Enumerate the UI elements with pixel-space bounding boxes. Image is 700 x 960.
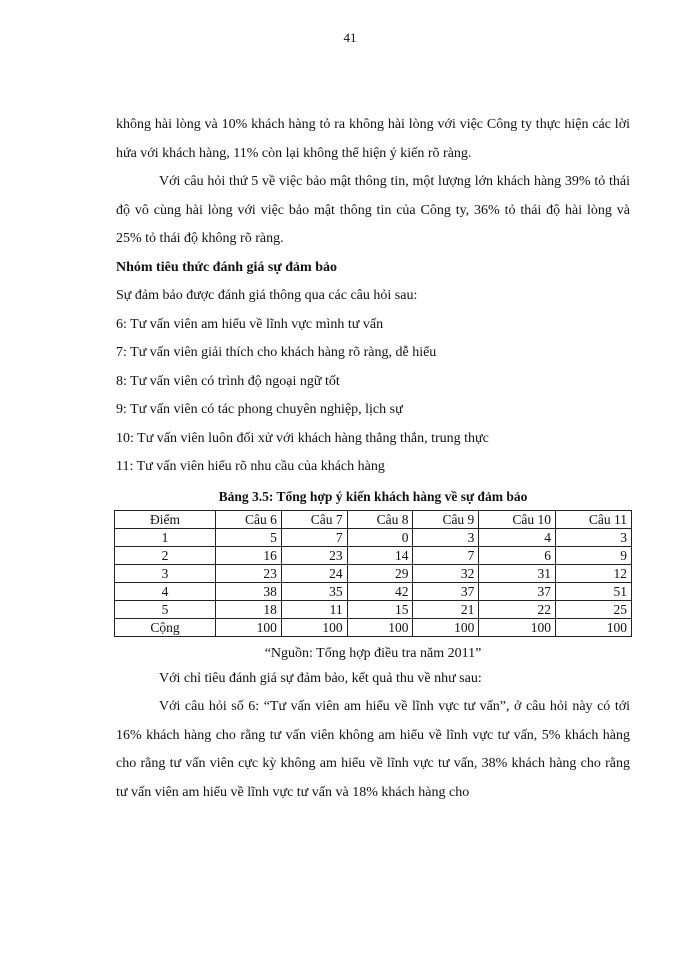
paragraph-question-5: Với câu hỏi thứ 5 về việc bảo mật thông tin, một lượng lớn khách hàng 39% tỏ thái độ vô cùng hài lòng với việc bảo mật thông tin của Công ty, 36% tỏ thái độ hài lòng và 25% tỏ thái độ không rõ ràng. (116, 174, 630, 246)
table-cell: 37 (479, 582, 556, 600)
table-body (115, 528, 632, 636)
table-source: “Nguồn: Tổng hợp điều tra năm 2011” (264, 645, 482, 661)
table-cell: 7 (281, 528, 347, 546)
table-header-cell: Câu 7 (281, 510, 347, 528)
section-heading: Nhóm tiêu thức đánh giá sự đảm bảo (116, 259, 338, 275)
table-cell: 11 (281, 600, 347, 618)
table-cell: 32 (413, 564, 479, 582)
question-item: 9: Tư vấn viên có tác phong chuyên nghiệp, lịch sự (116, 402, 403, 417)
table-row (115, 528, 632, 546)
table-cell: 100 (347, 618, 413, 636)
table-row (115, 546, 632, 564)
table-cell: 38 (216, 582, 282, 600)
table-cell: 4 (479, 528, 556, 546)
table-cell: 100 (479, 618, 556, 636)
question-item: 11: Tư vấn viên hiểu rõ nhu cầu của khách hàng (116, 459, 385, 474)
survey-table (114, 510, 632, 637)
table-row-label: 3 (115, 564, 216, 582)
table-cell: 25 (556, 600, 632, 618)
table-cell: 7 (413, 546, 479, 564)
paragraph-summary: Với chỉ tiêu đánh giá sự đảm bảo, kết quả thu về như sau: (159, 670, 482, 686)
table-cell: 12 (556, 564, 632, 582)
table-row-label: 2 (115, 546, 216, 564)
table-cell: 0 (347, 528, 413, 546)
table-cell: 15 (347, 600, 413, 618)
table-cell: 14 (347, 546, 413, 564)
table-cell: 35 (281, 582, 347, 600)
table-caption: Bảng 3.5: Tổng hợp ý kiến khách hàng về sự đảm bảo (218, 488, 528, 504)
table-header-cell: Câu 9 (413, 510, 479, 528)
table-cell: 23 (216, 564, 282, 582)
table-row (115, 582, 632, 600)
question-item: 10: Tư vấn viên luôn đối xử với khách hàng thẳng thắn, trung thực (116, 430, 489, 446)
intro-text: Sự đảm bảo được đánh giá thông qua các câu hỏi sau: (116, 288, 418, 303)
table-row-label: Cộng (115, 618, 216, 636)
table-cell: 3 (556, 528, 632, 546)
table-cell: 100 (556, 618, 632, 636)
table-cell: 6 (479, 546, 556, 564)
page-number: 41 (343, 30, 357, 45)
table-cell: 3 (413, 528, 479, 546)
table-cell: 100 (413, 618, 479, 636)
table-header-cell: Câu 8 (347, 510, 413, 528)
paragraph-continuation: không hài lòng và 10% khách hàng tỏ ra không hài lòng với việc Công ty thực hiện các lời hứa với khách hàng, 11% còn lại không thể hiện ý kiến rõ ràng. (116, 117, 630, 161)
table-cell: 51 (556, 582, 632, 600)
table-cell: 31 (479, 564, 556, 582)
table-cell: 29 (347, 564, 413, 582)
table-cell: 100 (216, 618, 282, 636)
table-header-cell: Câu 10 (479, 510, 556, 528)
table-cell: 21 (413, 600, 479, 618)
table-cell: 5 (216, 528, 282, 546)
table-cell: 22 (479, 600, 556, 618)
question-item: 6: Tư vấn viên am hiểu về lĩnh vực mình tư vấn (116, 316, 384, 332)
table-cell: 42 (347, 582, 413, 600)
question-item: 7: Tư vấn viên giải thích cho khách hàng rõ ràng, dễ hiểu (116, 345, 437, 360)
table-cell: 18 (216, 600, 282, 618)
table-row (115, 618, 632, 636)
page-content (116, 111, 630, 807)
table-row-label: 5 (115, 600, 216, 618)
table-cell: 37 (413, 582, 479, 600)
table-row (115, 564, 632, 582)
table-header-cell: Câu 6 (216, 510, 282, 528)
table-row-label: 4 (115, 582, 216, 600)
table-cell: 9 (556, 546, 632, 564)
table-row (115, 600, 632, 618)
table-cell: 16 (216, 546, 282, 564)
table-cell: 24 (281, 564, 347, 582)
table-cell: 100 (281, 618, 347, 636)
paragraph-question-6: Với câu hỏi số 6: “Tư vấn viên am hiểu về lĩnh vực tư vấn”, ở câu hỏi này có tới 16% khách hàng cho rằng tư vấn viên không am hiểu về lĩnh vực tư vấn, 5% khách hàng cho rằng tư vấn viên cực kỳ không am hiểu về lĩnh vực tư vấn, 38% khách hàng cho rằng tư vấn viên am hiểu về lĩnh vực tư vấn và 18% khách hàng cho (116, 699, 630, 800)
table-row-label: 1 (115, 528, 216, 546)
table-header-row (115, 510, 632, 528)
table-header-cell: Câu 11 (556, 510, 632, 528)
table-cell: 23 (281, 546, 347, 564)
table-header-cell: Điểm (115, 510, 216, 528)
question-item: 8: Tư vấn viên có trình độ ngoại ngữ tốt (116, 373, 340, 389)
